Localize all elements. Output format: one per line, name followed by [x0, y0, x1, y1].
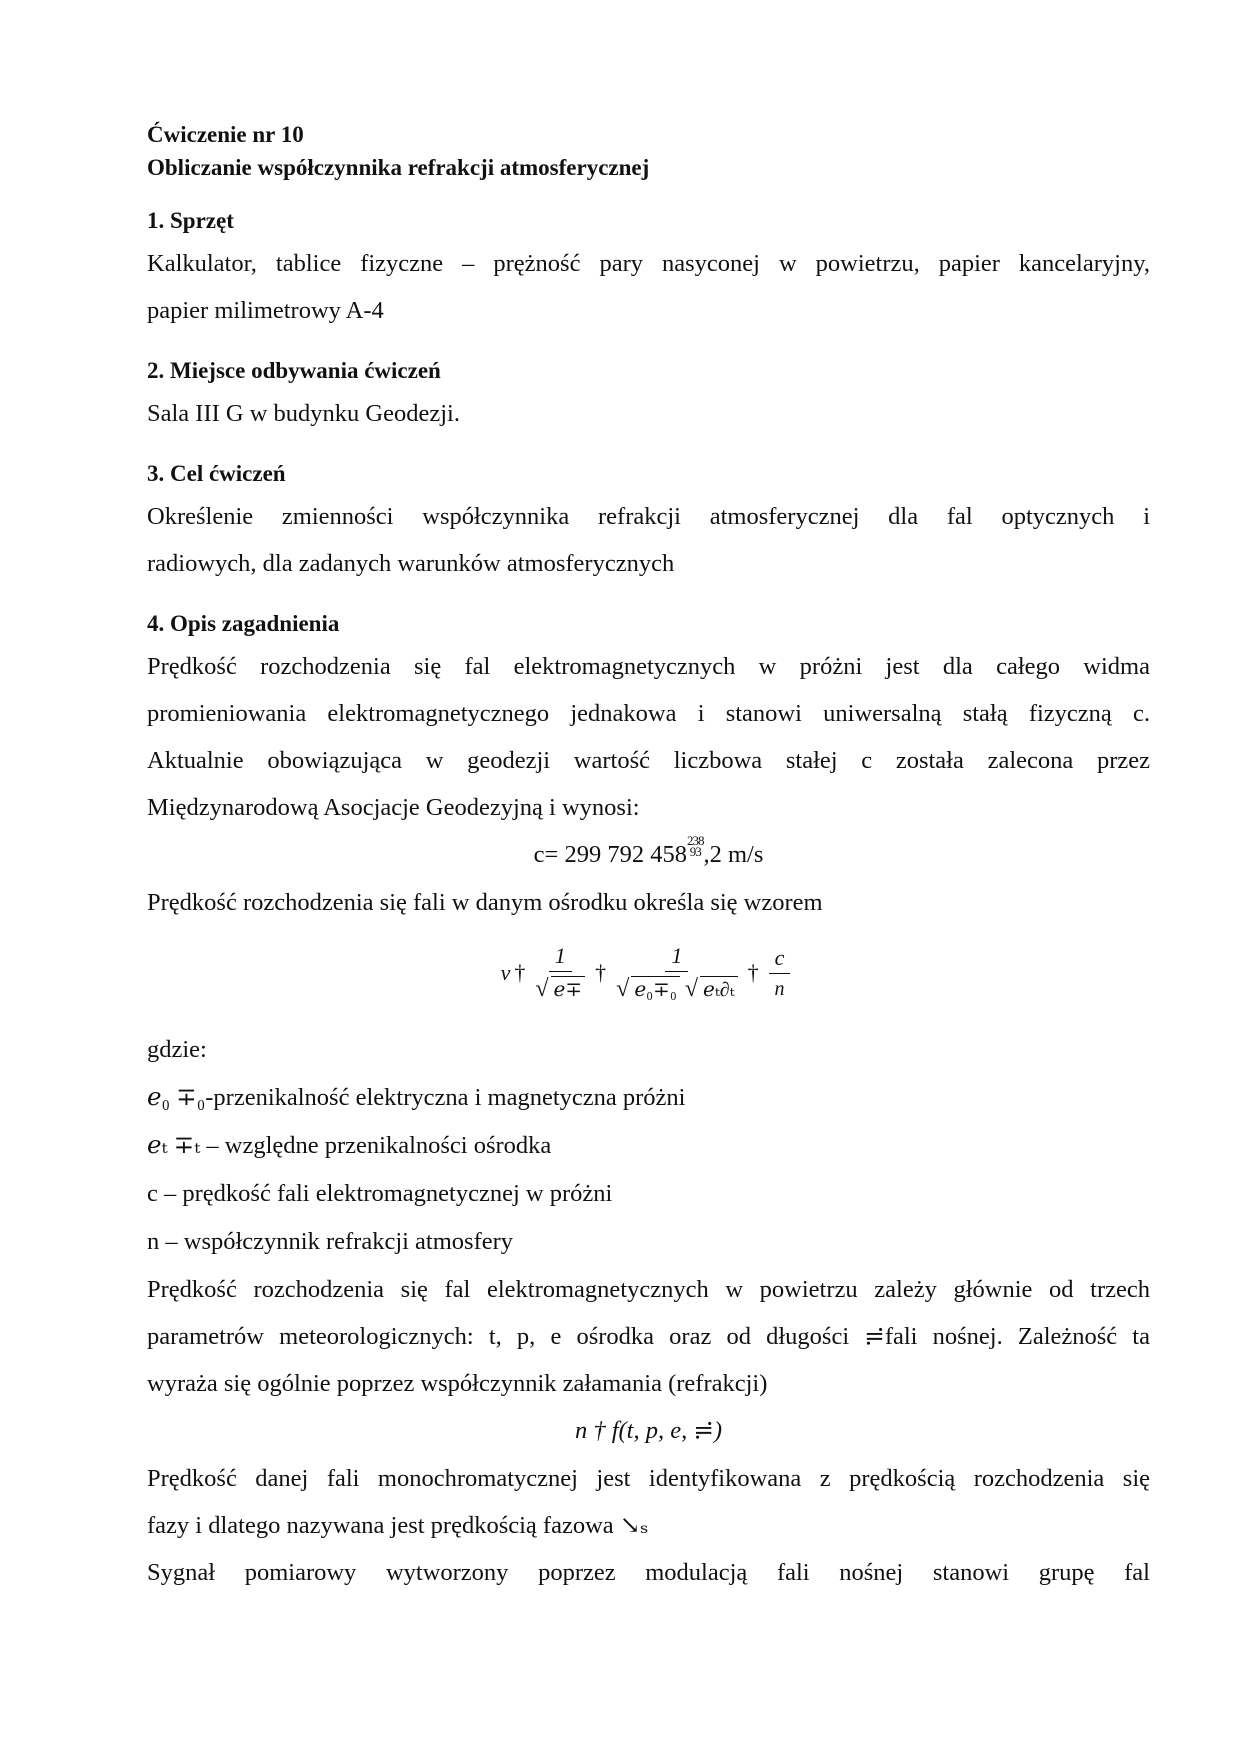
section-3-line-2: radiowych, dla zadanych warunków atmosferycznych [147, 550, 675, 577]
section-4-p4-line-1: Prędkość danej fali monochromatycznej jest identyfikowana z prędkością rozchodzenia się [147, 1465, 1150, 1492]
definition-vacuum-text: -przenikalność elektryczna i magnetyczna próżni [205, 1084, 686, 1111]
section-4-heading: 4. Opis zagadnienia [147, 611, 340, 636]
exercise-title: Obliczanie współczynnika refrakcji atmosferycznej [147, 155, 650, 180]
section-4-p1-line-1: Prędkość rozchodzenia się fal elektromagnetycznych w próżni jest dla całego widma [147, 653, 1150, 680]
section-4-p3-line-2 [147, 1313, 1150, 1360]
eq-fraction-3 [769, 945, 791, 1001]
where-label: gdzie: [147, 1036, 207, 1063]
section-2-text: Sala III G w budynku Geodezji. [147, 400, 460, 427]
eq-fraction-2 [616, 943, 737, 1003]
section-4-p1-line-2: promieniowania elektromagnetycznego jednakowa i stanowi uniwersalną stałą fizyczną c. [147, 700, 1150, 727]
eq-fraction-1 [535, 943, 585, 1003]
definition-medium [147, 1122, 1150, 1170]
speed-of-light-formula [147, 831, 1150, 879]
eq-frac2-radicand-a: ℯ₀∓₀ [631, 976, 680, 1002]
eq-sign-1: † [514, 960, 526, 985]
garbled-top: 238 [686, 833, 704, 848]
section-4-p1-line-3: Aktualnie obowiązująca w geodezji wartość liczbowa stałej c została zalecona przez [147, 747, 1150, 774]
section-3-heading: 3. Cel ćwiczeń [147, 461, 286, 486]
definition-n: n – współczynnik refrakcji atmosfery [147, 1228, 514, 1255]
eq-frac1-num: 1 [549, 943, 572, 972]
section-4-p4-line-2 [147, 1502, 1150, 1549]
wavelength-symbol: ≓ [864, 1323, 885, 1350]
eq-frac2-radicand-b: ℯₜ∂ₜ [700, 976, 738, 1002]
vacuum-permittivity-symbol: ℯ₀ ∓₀ [147, 1084, 206, 1111]
phase-velocity-symbol: ↘ₛ [619, 1512, 649, 1539]
speed-value: c= 299 792 458 [533, 841, 687, 868]
velocity-equation [147, 930, 1150, 1016]
section-4-p1-line-4: Międzynarodową Asocjacje Geodezyjną i wynosi: [147, 794, 640, 821]
eq-frac1-radicand: ℯ∓ [551, 976, 586, 1002]
section-4-p3-line-1: Prędkość rozchodzenia się fal elektromagnetycznych w powietrzu zależy głównie od trzech [147, 1276, 1150, 1303]
section-2-heading: 2. Miejsce odbywania ćwiczeń [147, 358, 441, 383]
p4-line-2-text: fazy i dlatego nazywana jest prędkością fazowa [147, 1512, 620, 1539]
eq-frac2-den: √ ℯ₀∓₀ √ ℯₜ∂ₜ [616, 972, 737, 1003]
definition-medium-text: – względne przenikalności ośrodka [206, 1132, 552, 1159]
definition-c: c – prędkość fali elektromagnetycznej w próżni [147, 1180, 613, 1207]
section-4-p2: Prędkość rozchodzenia się fali w danym ośrodku określa się wzorem [147, 889, 823, 916]
eq-sign-3: † [747, 960, 759, 985]
garbled-uncertainty [687, 835, 704, 857]
medium-permittivity-symbol: ℯₜ ∓ₜ [147, 1132, 201, 1159]
garbled-bottom: 93 [689, 844, 701, 859]
section-4-p3-line-3: wyraża się ogólnie poprzez współczynnik załamania (refrakcji) [147, 1370, 768, 1397]
eq-frac2-num: 1 [665, 943, 688, 972]
section-1-line-1: Kalkulator, tablice fizyczne – prężność pary nasyconej w powietrzu, papier kancelaryjny, [147, 250, 1150, 277]
p3-line-2-end: fali nośnej. Zależność ta [884, 1323, 1150, 1350]
section-4-p5-line-1: Sygnał pomiarowy wytworzony poprzez modulacją fali nośnej stanowi grupę fal [147, 1559, 1150, 1586]
section-1-line-2: papier milimetrowy A-4 [147, 297, 384, 324]
section-1-heading: 1. Sprzęt [147, 208, 234, 233]
eq-frac3-den: n [774, 978, 785, 1000]
section-3-line-1: Określenie zmienności współczynnika refrakcji atmosferycznej dla fal optycznych i [147, 503, 1150, 530]
exercise-number: Ćwiczenie nr 10 [147, 122, 304, 147]
refraction-function-equation: n † f(t, p, e, ≓) [574, 1417, 723, 1444]
definition-vacuum [147, 1074, 1150, 1122]
speed-unit: ,2 m/s [703, 841, 764, 868]
eq-v: v [500, 960, 511, 985]
eq-sign-2: † [595, 960, 607, 985]
p3-line-2-start: parametrów meteorologicznych: t, p, e ośrodka oraz od długości [147, 1323, 865, 1350]
eq-frac3-num: c [769, 945, 791, 974]
document-page [147, 118, 1150, 1596]
eq-frac1-den: √ ℯ∓ [535, 972, 585, 1003]
